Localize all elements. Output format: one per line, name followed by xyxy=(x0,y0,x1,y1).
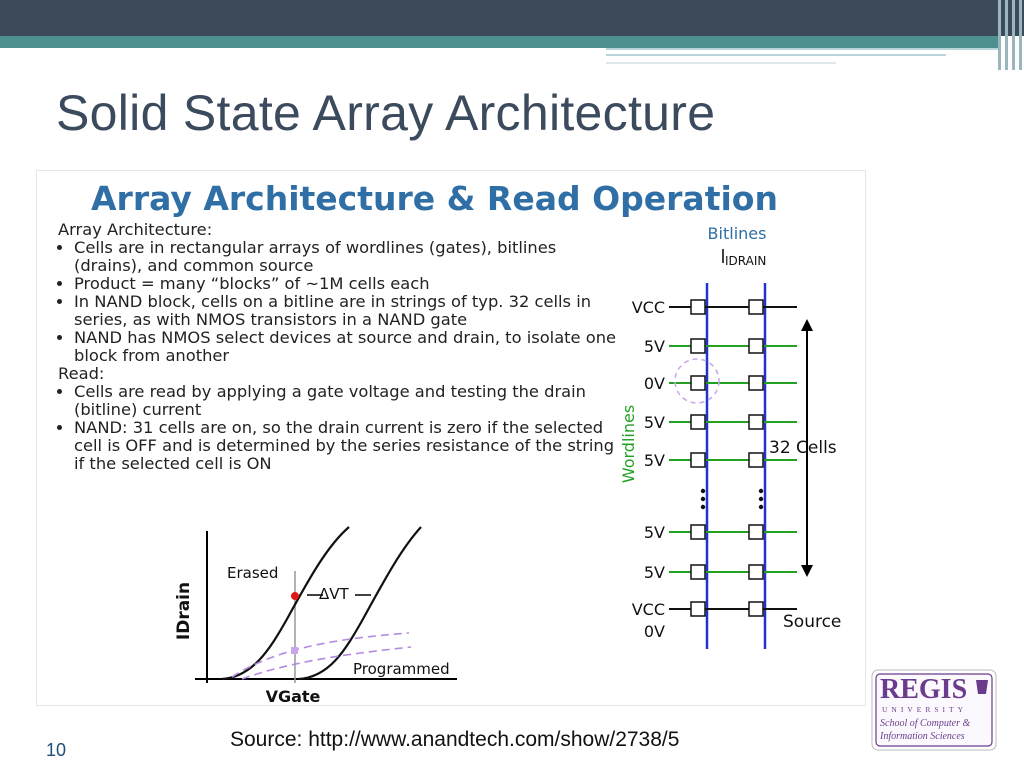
slide-number: 10 xyxy=(46,740,67,760)
decor-stripes xyxy=(994,0,1024,70)
cell-transistor xyxy=(749,415,763,429)
cell-transistor xyxy=(749,339,763,353)
shield-icon xyxy=(976,680,988,694)
programmed-label: Programmed xyxy=(353,660,450,678)
bullet-item: • In NAND block, cells on a bitline are in strings of typ. 32 cells in series, as with NMOS transistors in a NAND gate xyxy=(74,293,618,329)
erased-label: Erased xyxy=(227,564,279,582)
read-point-red xyxy=(291,592,299,600)
iv-graph xyxy=(174,527,457,705)
nand-array xyxy=(619,224,841,649)
ellipsis-dot xyxy=(701,497,705,501)
down-arrowhead xyxy=(801,565,813,577)
logo-line2: Information Sciences xyxy=(880,731,965,742)
read-point-purple xyxy=(291,647,298,654)
idrain-label: IDRAIN xyxy=(725,254,767,268)
cell-transistor xyxy=(691,453,705,467)
up-arrowhead xyxy=(801,319,813,331)
bullet-item: • NAND has NMOS select devices at source and drain, to isolate one block from another xyxy=(74,329,618,365)
bullet-item: • NAND: 31 cells are on, so the drain current is zero if the selected cell is OFF and is determined by the series resistance of the string if the selected cell is ON xyxy=(74,419,618,473)
source-citation: Source: http://www.anandtech.com/show/2738/5 xyxy=(230,728,680,751)
cell-transistor xyxy=(691,565,705,579)
accent-bar xyxy=(0,36,1000,48)
accent-line xyxy=(606,62,836,64)
source-label: Source xyxy=(783,612,842,632)
read-header: Read: xyxy=(58,364,105,383)
accent-line xyxy=(606,48,1000,50)
accent-line xyxy=(606,54,946,56)
row-voltage-label: 5V xyxy=(643,413,665,432)
cell-transistor xyxy=(749,453,763,467)
page-title: Solid State Array Architecture xyxy=(56,85,716,141)
cell-transistor xyxy=(691,300,705,314)
cell-transistor xyxy=(749,602,763,616)
row-voltage-label: 5V xyxy=(643,451,665,470)
bullet-item: • Product = many “blocks” of ~1M cells each xyxy=(74,275,618,293)
cell-transistor xyxy=(691,525,705,539)
row-voltage-label: VCC xyxy=(631,600,665,619)
cell-transistor xyxy=(691,376,705,390)
cell-transistor xyxy=(691,602,705,616)
cell-transistor xyxy=(691,339,705,353)
ellipsis-dot xyxy=(759,489,763,493)
row-voltage-label: VCC xyxy=(631,298,665,317)
idrain-axis-label: IDrain xyxy=(174,581,194,641)
logo-sub: UNIVERSITY xyxy=(882,705,967,714)
header-bar xyxy=(0,0,1024,36)
logo-line1: School of Computer & xyxy=(880,718,971,729)
row-voltage-label: 0V xyxy=(643,622,665,641)
cell-transistor xyxy=(749,376,763,390)
arch-header: Array Architecture: xyxy=(58,220,213,239)
delta-vt-label: ΔVT xyxy=(319,585,349,603)
cell-transistor xyxy=(749,525,763,539)
vgate-axis-label: VGate xyxy=(265,687,321,705)
figure-heading: Array Architecture & Read Operation xyxy=(91,179,778,218)
row-voltage-label: 5V xyxy=(643,337,665,356)
bitlines-label: Bitlines xyxy=(707,224,767,243)
ellipsis-dot xyxy=(759,505,763,509)
programmed-curve xyxy=(299,527,421,679)
ellipsis-dot xyxy=(701,489,705,493)
cells-label: 32 Cells xyxy=(769,438,837,458)
wordlines-label: Wordlines xyxy=(619,404,638,484)
cell-transistor xyxy=(749,300,763,314)
row-voltage-label: 5V xyxy=(643,523,665,542)
regis-logo xyxy=(866,664,1002,756)
bullet-item: • Cells are in rectangular arrays of wordlines (gates), bitlines (drains), and common source xyxy=(74,239,618,275)
cell-transistor xyxy=(691,415,705,429)
figure-image xyxy=(36,170,866,706)
ellipsis-dot xyxy=(701,505,705,509)
array-diagram xyxy=(37,171,865,705)
row-voltage-label: 5V xyxy=(643,563,665,582)
ellipsis-dot xyxy=(759,497,763,501)
cell-transistor xyxy=(749,565,763,579)
bullet-item: • Cells are read by applying a gate voltage and testing the drain (bitline) current xyxy=(74,383,618,419)
logo-name: REGIS xyxy=(880,674,968,705)
row-voltage-label: 0V xyxy=(643,374,665,393)
erased-curve xyxy=(222,527,349,679)
logo-graphic xyxy=(866,664,1002,756)
